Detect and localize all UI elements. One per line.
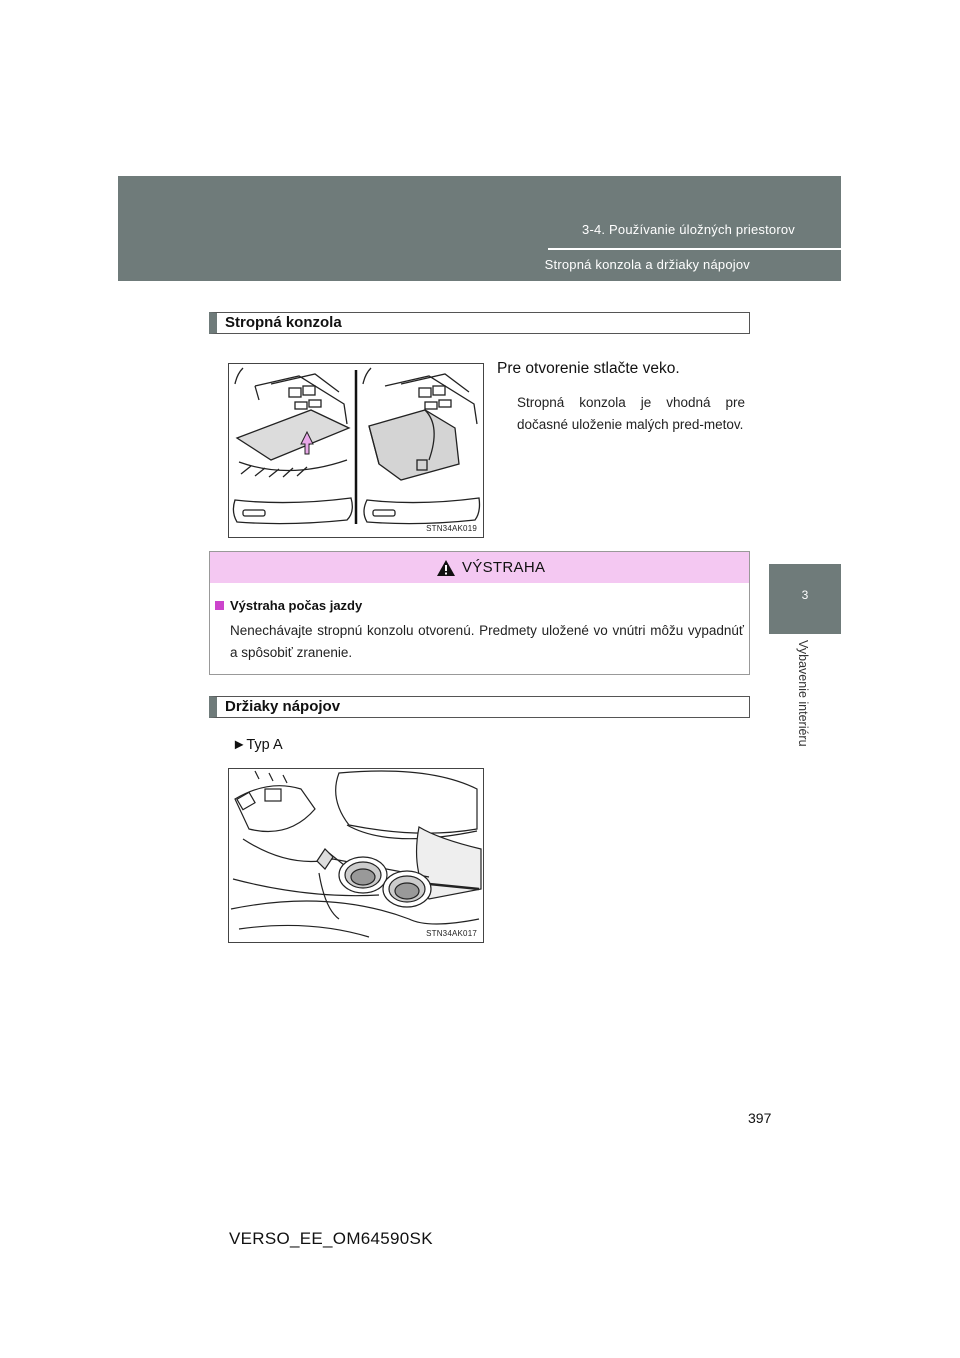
section-title: Stropná konzola a držiaky nápojov — [544, 257, 750, 272]
warning-triangle-icon — [436, 559, 456, 577]
section-heading-cup-holders: Držiaky nápojov — [209, 696, 750, 718]
warning-subtitle: Výstraha počas jazdy — [230, 598, 363, 613]
chapter-tab[interactable] — [769, 564, 841, 634]
instruction-text: Pre otvorenie stlačte veko. — [497, 360, 680, 377]
warning-body: Nenechávajte stropnú konzolu otvorenú. Predmety uložené vo vnútri môžu vypadnúť a spôsobiť zranenie. — [230, 623, 744, 660]
warning-box — [209, 551, 750, 675]
page-number: 397 — [748, 1110, 772, 1126]
figure-overhead-console — [228, 363, 484, 538]
header-divider — [548, 248, 841, 250]
type-label: ►Typ A — [232, 737, 283, 753]
square-bullet-icon — [215, 601, 224, 610]
cup-holders-illustration — [229, 769, 483, 942]
chapter-side-label-text: Vybavenie interiéru — [796, 640, 810, 747]
figure-cup-holders — [228, 768, 484, 943]
chapter-side-label — [796, 640, 810, 770]
chapter-title: 3-4. Používanie úložných priestorov — [582, 222, 795, 237]
section-heading-overhead-console: Stropná konzola — [209, 312, 750, 334]
chapter-number: 3 — [801, 588, 809, 602]
document-code: VERSO_EE_OM64590SK — [229, 1229, 433, 1248]
page-header — [118, 176, 841, 281]
figure-code: STN34AK017 — [426, 929, 477, 938]
warning-subtitle-row — [215, 598, 362, 613]
warning-title: VÝSTRAHA — [462, 559, 546, 576]
overhead-console-illustration — [229, 364, 483, 537]
warning-title-bar — [210, 552, 749, 583]
figure-code: STN34AK019 — [426, 524, 477, 533]
description-text: Stropná konzola je vhodná pre dočasné uloženie malých pred-metov. — [517, 395, 745, 432]
